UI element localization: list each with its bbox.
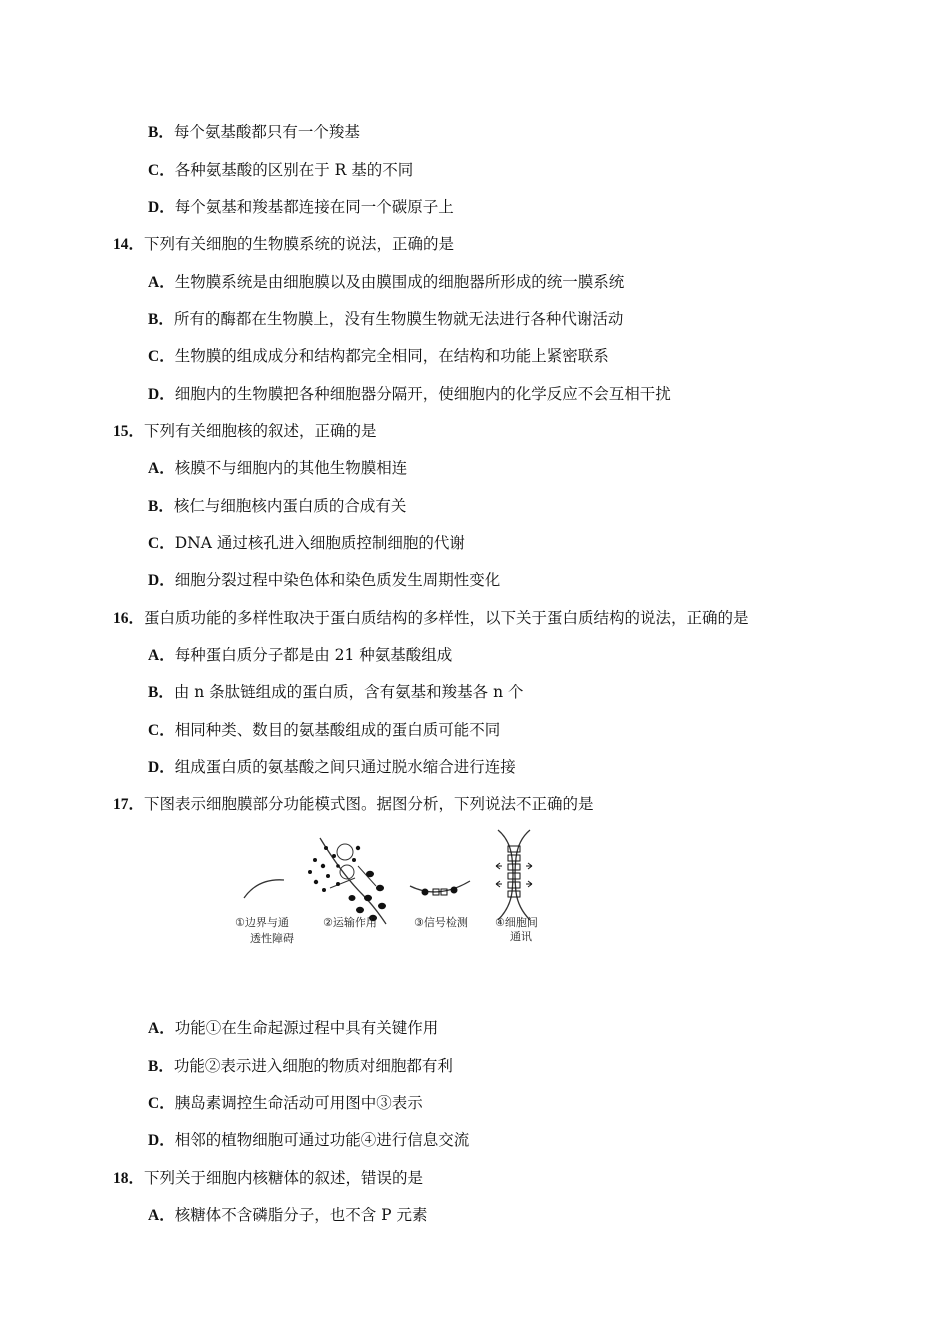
option-label: D． (148, 1132, 175, 1149)
question-16 (113, 608, 749, 629)
line-7 (148, 346, 609, 367)
line-12 (148, 533, 465, 554)
line-18 (148, 757, 516, 778)
line-13 (148, 570, 500, 591)
option-text: 细胞内的生物膜把各种细胞器分隔开，使细胞内的化学反应不会互相干扰 (174, 385, 671, 403)
line-2 (148, 160, 413, 181)
option-text: 每个氨基和羧基都连接在同一个碳原子上 (174, 198, 454, 216)
option-text: 每种蛋白质分子都是由 21 种氨基酸组成 (174, 646, 453, 664)
caption-communication: ④细胞间 (495, 916, 538, 929)
line-25 (148, 1205, 428, 1226)
option-label: A． (148, 460, 175, 477)
question-text: 下列有关细胞核的叙述，正确的是 (144, 422, 377, 440)
caption-boundary-2: 透性障碍 (250, 932, 294, 945)
line-22 (148, 1093, 423, 1114)
option-text: 核仁与细胞核内蛋白质的合成有关 (173, 497, 407, 515)
signal-detection-diagram (410, 881, 470, 896)
boundary-arc (244, 880, 284, 898)
question-text: 下图表示细胞膜部分功能模式图。据图分析，下列说法不正确的是 (144, 795, 594, 813)
option-label: B． (148, 124, 174, 141)
option-label: A． (148, 1020, 175, 1037)
option-text: DNA 通过核孔进入细胞质控制细胞的代谢 (174, 534, 465, 552)
option-text: 由 n 条肽链组成的蛋白质，含有氨基和羧基各 n 个 (173, 683, 524, 701)
line-6 (148, 309, 623, 330)
option-text: 相邻的植物细胞可通过功能④进行信息交流 (174, 1131, 470, 1149)
option-text: 各种氨基酸的区别在于 R 基的不同 (174, 161, 414, 179)
line-23 (148, 1130, 469, 1151)
question-15 (113, 421, 377, 442)
caption-signal: ③信号检测 (414, 916, 468, 929)
line-10 (148, 458, 407, 479)
line-11 (148, 496, 406, 517)
option-label: B． (148, 498, 174, 515)
option-text: 相同种类、数目的氨基酸组成的蛋白质可能不同 (174, 721, 501, 739)
question-number: 18． (113, 1170, 145, 1187)
question-text: 下列关于细胞内核糖体的叙述，错误的是 (144, 1169, 424, 1187)
line-17 (148, 720, 500, 741)
transport-diagram (308, 838, 386, 924)
line-3 (148, 197, 454, 218)
option-text: 核糖体不含磷脂分子，也不含 P 元素 (174, 1206, 428, 1224)
option-label: A． (148, 274, 175, 291)
option-text: 核膜不与细胞内的其他生物膜相连 (174, 459, 408, 477)
option-label: C． (148, 348, 175, 365)
option-label: D． (148, 386, 175, 403)
question-text: 下列有关细胞的生物膜系统的说法，正确的是 (144, 235, 455, 253)
option-label: C． (148, 1095, 175, 1112)
option-label: B． (148, 1058, 174, 1075)
question-number: 16． (113, 610, 145, 627)
question-17 (113, 794, 594, 815)
line-16 (148, 682, 524, 703)
option-label: D． (148, 759, 175, 776)
question-number: 15． (113, 423, 145, 440)
line-1 (148, 122, 360, 143)
line-8 (148, 384, 671, 405)
option-label: A． (148, 647, 175, 664)
option-text: 功能②表示进入细胞的物质对细胞都有利 (173, 1057, 453, 1075)
cell-communication-diagram (496, 830, 532, 920)
line-20 (148, 1018, 438, 1039)
option-text: 胰岛素调控生命活动可用图中③表示 (174, 1094, 423, 1112)
question-number: 17． (113, 796, 145, 813)
option-text: 组成蛋白质的氨基酸之间只通过脱水缩合进行连接 (174, 758, 516, 776)
question-text: 蛋白质功能的多样性取决于蛋白质结构的多样性，以下关于蛋白质结构的说法，正确的是 (144, 609, 749, 627)
option-label: C． (148, 535, 175, 552)
line-21 (148, 1056, 453, 1077)
question-14 (113, 234, 454, 255)
caption-communication-2: 通讯 (510, 930, 532, 943)
option-label: B． (148, 684, 174, 701)
option-label: C． (148, 722, 175, 739)
option-text: 生物膜系统是由细胞膜以及由膜围成的细胞器所形成的统一膜系统 (174, 273, 625, 291)
option-text: 所有的酶都在生物膜上，没有生物膜生物就无法进行各种代谢活动 (173, 310, 624, 328)
question-number: 14． (113, 236, 145, 253)
option-text: 生物膜的组成成分和结构都完全相同，在结构和功能上紧密联系 (174, 347, 609, 365)
option-label: C． (148, 162, 175, 179)
membrane-function-figure (230, 826, 560, 951)
option-text: 功能①在生命起源过程中具有关键作用 (174, 1019, 439, 1037)
line-15 (148, 645, 452, 666)
option-label: B． (148, 311, 174, 328)
caption-transport: ②运输作用 (323, 916, 377, 929)
option-text: 细胞分裂过程中染色体和染色质发生周期性变化 (174, 571, 501, 589)
caption-boundary: ①边界与通 (235, 916, 289, 929)
question-18 (113, 1168, 423, 1189)
option-label: A． (148, 1207, 175, 1224)
option-label: D． (148, 572, 175, 589)
line-5 (148, 272, 624, 293)
option-label: D． (148, 199, 175, 216)
option-text: 每个氨基酸都只有一个羧基 (173, 123, 360, 141)
